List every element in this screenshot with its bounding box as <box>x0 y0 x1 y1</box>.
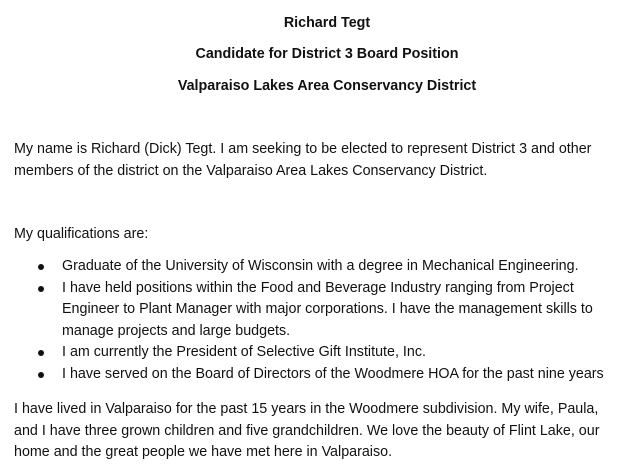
list-item-text: Graduate of the University of Wisconsin with a degree in Mechanical Engineering. <box>62 258 579 274</box>
closing-paragraph <box>14 399 634 464</box>
district-name: Valparaiso Lakes Area Conservancy District <box>177 78 477 94</box>
bullet-icon <box>38 350 44 356</box>
candidate-name: Richard Tegt <box>283 15 371 31</box>
bullet-icon <box>38 264 44 270</box>
intro-line: members of the district on the Valparaiso Area Lakes Conservancy District. <box>14 162 488 179</box>
list-item-text: manage projects and large budgets. <box>62 322 291 339</box>
intro-paragraph <box>14 139 634 182</box>
intro-line: My name is Richard (Dick) Tegt. I am seeking to be elected to represent District 3 and other <box>14 141 592 157</box>
list-item <box>36 256 634 278</box>
closing-line: home and the great people we have met here in Valparaiso. <box>14 444 393 460</box>
bullet-icon <box>38 286 44 292</box>
list-item <box>36 278 634 343</box>
list-item-text: I have served on the Board of Directors of the Woodmere HOA for the past nine years <box>62 365 604 382</box>
bullet-icon <box>38 372 44 378</box>
closing-line: I have lived in Valparaiso for the past 15 years in the Woodmere subdivision. My wife, Paula, <box>14 401 599 417</box>
qualifications-list <box>36 256 634 385</box>
list-item <box>36 364 634 386</box>
list-item-text: I am currently the President of Selective Gift Institute, Inc. <box>62 344 426 360</box>
list-item-text: I have held positions within the Food and Beverage Industry ranging from Project <box>62 279 574 296</box>
candidate-position: Candidate for District 3 Board Position <box>195 46 459 62</box>
qualifications-label: My qualifications are: <box>14 226 149 242</box>
closing-line: and I have three grown children and five grandchildren. We love the beauty of Flint Lake, our <box>14 422 600 439</box>
list-item <box>36 342 634 364</box>
list-item-text: Engineer to Plant Manager with major corporations. I have the management skills to <box>62 301 593 317</box>
